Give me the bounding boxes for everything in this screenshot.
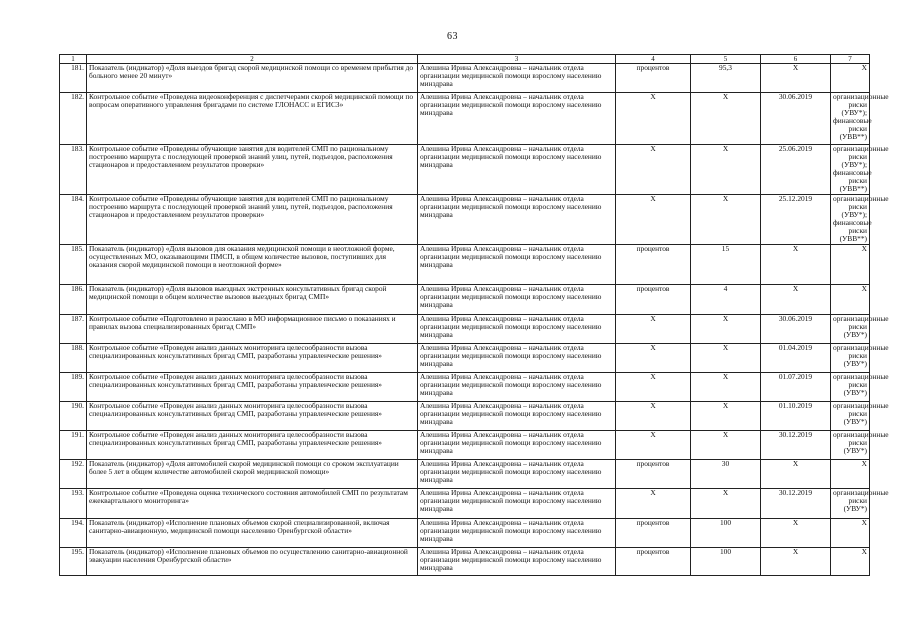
- row-description: Контрольное событие «Проведен анализ данных мониторинга целесообразности вызова специализированных консультативных бригад СМП, разработаны управленческие решения»: [87, 430, 418, 459]
- row-date: 25.06.2019: [761, 145, 831, 195]
- row-unit: процентов: [616, 459, 691, 488]
- table-row: [60, 343, 870, 372]
- row-description: Контрольное событие «Проведен анализ данных мониторинга целесообразности вызова специализированных консультативных бригад СМП, разработаны управленческие решения»: [87, 343, 418, 372]
- row-description: Контрольное событие «Проведена видеоконференция с диспетчерами скорой медицинской помощи по вопросам оперативного управления бригадами по системе ГЛОНАСС и ЕГИСЗ»: [87, 93, 418, 145]
- row-value: X: [691, 372, 761, 401]
- row-date: 01.04.2019: [761, 343, 831, 372]
- row-number: 181.: [60, 64, 87, 93]
- row-date: X: [761, 518, 831, 547]
- table-row: [60, 518, 870, 547]
- row-risk: X: [831, 518, 870, 547]
- row-value: X: [691, 430, 761, 459]
- page-number: 63: [447, 31, 458, 42]
- row-date: 30.12.2019: [761, 488, 831, 518]
- row-date: 30.06.2019: [761, 314, 831, 343]
- row-description: Показатель (индикатор) «Доля выездов бригад скорой медицинской помощи со временем прибытия до больного менее 20 минут»: [87, 64, 418, 93]
- row-responsible: Алешина Ирина Александровна – начальник отдела организации медицинской помощи взрослому населению минздрава: [418, 64, 616, 93]
- row-responsible: Алешина Ирина Александровна – начальник отдела организации медицинской помощи взрослому населению минздрава: [418, 430, 616, 459]
- row-responsible: Алешина Ирина Александровна – начальник отдела организации медицинской помощи взрослому населению минздрава: [418, 284, 616, 314]
- measures-table: [59, 54, 889, 576]
- row-date: 01.07.2019: [761, 372, 831, 401]
- row-risk: организационные риски (УВУ*): [831, 372, 870, 401]
- row-responsible: Алешина Ирина Александровна – начальник отдела организации медицинской помощи взрослому населению минздрава: [418, 343, 616, 372]
- row-unit: X: [616, 372, 691, 401]
- row-responsible: Алешина Ирина Александровна – начальник отдела организации медицинской помощи взрослому населению минздрава: [418, 145, 616, 195]
- row-risk: X: [831, 284, 870, 314]
- row-responsible: Алешина Ирина Александровна – начальник отдела организации медицинской помощи взрослому населению минздрава: [418, 488, 616, 518]
- row-description: Показатель (индикатор) «Доля автомобилей скорой медицинской помощи со сроком эксплуатации более 5 лет в общем количестве автомобилей скорой медицинской помощи»: [87, 459, 418, 488]
- table-row: [60, 372, 870, 401]
- row-risk: организационные риски (УВУ*); финансовые риски (УВВ**): [831, 194, 870, 244]
- row-date: 25.12.2019: [761, 194, 831, 244]
- row-value: X: [691, 145, 761, 195]
- row-unit: X: [616, 93, 691, 145]
- row-risk: X: [831, 459, 870, 488]
- row-description: Контрольное событие «Проведены обучающие занятия для водителей СМП по рациональному построению маршрута с последующей проверкой знаний улиц, путей, подъездов, расположения стационаров и предоставлением результатов проверки»: [87, 145, 418, 195]
- row-value: 95,3: [691, 64, 761, 93]
- table-row: [60, 145, 870, 195]
- row-number: 194.: [60, 518, 87, 547]
- row-number: 189.: [60, 372, 87, 401]
- row-unit: X: [616, 194, 691, 244]
- column-header: 4: [616, 55, 691, 64]
- row-responsible: Алешина Ирина Александровна – начальник отдела организации медицинской помощи взрослому населению минздрава: [418, 93, 616, 145]
- row-responsible: Алешина Ирина Александровна – начальник отдела организации медицинской помощи взрослому населению минздрава: [418, 194, 616, 244]
- row-date: 01.10.2019: [761, 401, 831, 430]
- row-description: Показатель (индикатор) «Доля вызовов выездных экстренных консультативных бригад скорой медицинской помощи в общем количестве вызовов выездных бригад СМП»: [87, 284, 418, 314]
- row-responsible: Алешина Ирина Александровна – начальник отдела организации медицинской помощи взрослому населению минздрава: [418, 372, 616, 401]
- table-body: [60, 63, 889, 576]
- row-value: X: [691, 401, 761, 430]
- column-header: 3: [418, 55, 616, 64]
- row-number: 184.: [60, 194, 87, 244]
- row-description: Контрольное событие «Проведен анализ данных мониторинга целесообразности вызова специализированных консультативных бригад СМП, разработаны управленческие решения»: [87, 372, 418, 401]
- row-risk: организационные риски (УВУ*); финансовые риски (УВВ**): [831, 145, 870, 195]
- row-number: 191.: [60, 430, 87, 459]
- row-value: 15: [691, 244, 761, 284]
- row-unit: X: [616, 401, 691, 430]
- row-value: X: [691, 343, 761, 372]
- table-row: [60, 93, 870, 145]
- row-unit: процентов: [616, 518, 691, 547]
- table-row: [60, 488, 870, 518]
- row-risk: организационные риски (УВУ*): [831, 314, 870, 343]
- row-responsible: Алешина Ирина Александровна – начальник отдела организации медицинской помощи взрослому населению минздрава: [418, 518, 616, 547]
- row-number: 187.: [60, 314, 87, 343]
- row-number: 193.: [60, 488, 87, 518]
- row-unit: X: [616, 343, 691, 372]
- row-unit: X: [616, 145, 691, 195]
- row-date: X: [761, 459, 831, 488]
- row-number: 188.: [60, 343, 87, 372]
- row-responsible: Алешина Ирина Александровна – начальник отдела организации медицинской помощи взрослому населению минздрава: [418, 314, 616, 343]
- row-value: 100: [691, 547, 761, 575]
- table-row: [60, 194, 870, 244]
- row-date: 30.12.2019: [761, 430, 831, 459]
- row-description: Показатель (индикатор) «Исполнение плановых объемов по осуществлению санитарно-авиационной эвакуации населения Оренбургской области»: [87, 547, 418, 575]
- table-row: [60, 401, 870, 430]
- row-value: X: [691, 488, 761, 518]
- row-unit: X: [616, 430, 691, 459]
- row-risk: X: [831, 64, 870, 93]
- row-description: Показатель (индикатор) «Доля вызовов для оказания медицинской помощи в неотложной форме, осуществленных МО, оказывающими ПМСП, в общем количестве вызовов, поступивших для оказания скорой медицинской помощи в неотложной форме»: [87, 244, 418, 284]
- column-header: 7: [831, 55, 870, 64]
- row-number: 192.: [60, 459, 87, 488]
- row-responsible: Алешина Ирина Александровна – начальник отдела организации медицинской помощи взрослому населению минздрава: [418, 459, 616, 488]
- row-date: X: [761, 244, 831, 284]
- row-risk: организационные риски (УВУ*): [831, 430, 870, 459]
- row-risk: организационные риски (УВУ*); финансовые риски (УВВ**): [831, 93, 870, 145]
- row-number: 195.: [60, 547, 87, 575]
- row-value: 4: [691, 284, 761, 314]
- row-risk: организационные риски (УВУ*): [831, 343, 870, 372]
- column-header: 6: [761, 55, 831, 64]
- row-date: X: [761, 547, 831, 575]
- row-unit: процентов: [616, 284, 691, 314]
- row-number: 183.: [60, 145, 87, 195]
- row-risk: организационные риски (УВУ*): [831, 401, 870, 430]
- table-row: [60, 284, 870, 314]
- row-description: Контрольное событие «Проведен анализ данных мониторинга целесообразности вызова специализированных консультативных бригад СМП, разработаны управленческие решения»: [87, 401, 418, 430]
- row-date: X: [761, 284, 831, 314]
- row-risk: X: [831, 547, 870, 575]
- row-date: 30.06.2019: [761, 93, 831, 145]
- row-responsible: Алешина Ирина Александровна – начальник отдела организации медицинской помощи взрослому населению минздрава: [418, 401, 616, 430]
- row-value: X: [691, 194, 761, 244]
- row-unit: процентов: [616, 64, 691, 93]
- row-number: 182.: [60, 93, 87, 145]
- table-row: [60, 547, 870, 575]
- column-header: 1: [60, 55, 87, 64]
- column-header: 5: [691, 55, 761, 64]
- row-responsible: Алешина Ирина Александровна – начальник отдела организации медицинской помощи взрослому населению минздрава: [418, 547, 616, 575]
- row-number: 190.: [60, 401, 87, 430]
- row-value: X: [691, 314, 761, 343]
- row-unit: X: [616, 488, 691, 518]
- row-number: 185.: [60, 244, 87, 284]
- table-row: [60, 314, 870, 343]
- row-value: X: [691, 93, 761, 145]
- row-description: Контрольное событие «Проведена оценка технического состояния автомобилей СМП по результатам ежеквартального мониторинга»: [87, 488, 418, 518]
- row-description: Показатель (индикатор) «Исполнение плановых объемов скорой специализированной, включая санитарно-авиационную, медицинской помощи населению Оренбургской области»: [87, 518, 418, 547]
- row-description: Контрольное событие «Проведены обучающие занятия для водителей СМП по рациональному построению маршрута с последующей проверкой знаний улиц, путей, подъездов, расположения стационаров и предоставлением результатов проверки»: [87, 194, 418, 244]
- row-date: X: [761, 64, 831, 93]
- row-risk: X: [831, 244, 870, 284]
- column-header: 2: [87, 55, 418, 64]
- row-value: 100: [691, 518, 761, 547]
- row-number: 186.: [60, 284, 87, 314]
- row-value: 30: [691, 459, 761, 488]
- table-row: [60, 244, 870, 284]
- table-row: [60, 64, 870, 93]
- table-row: [60, 459, 870, 488]
- table-row: [60, 430, 870, 459]
- row-risk: организационные риски (УВУ*): [831, 488, 870, 518]
- row-unit: X: [616, 314, 691, 343]
- row-responsible: Алешина Ирина Александровна – начальник отдела организации медицинской помощи взрослому населению минздрава: [418, 244, 616, 284]
- row-description: Контрольное событие «Подготовлено и разослано в МО информационное письмо о показаниях и правилах вызова специализированных бригад СМП»: [87, 314, 418, 343]
- row-unit: процентов: [616, 547, 691, 575]
- row-unit: процентов: [616, 244, 691, 284]
